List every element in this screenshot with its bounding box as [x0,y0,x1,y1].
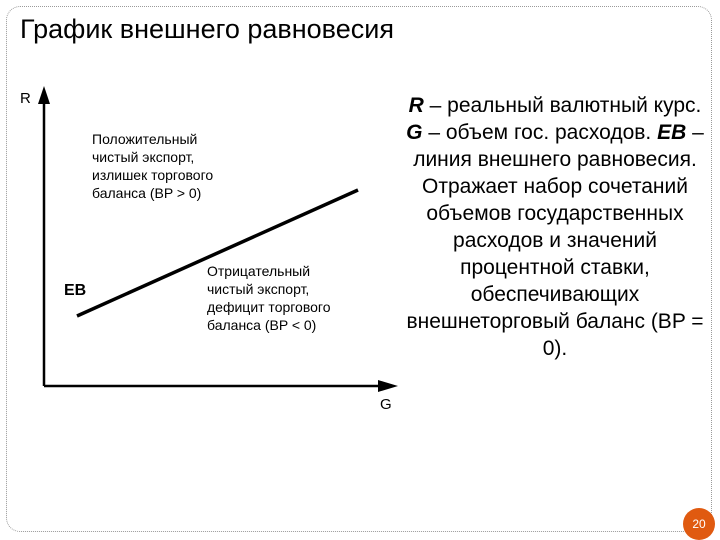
note-line: дефицит торгового [207,299,331,315]
term-g: G [406,121,423,144]
slide-title: График внешнего равновесия [20,14,394,44]
note-line: Отрицательный [207,263,311,279]
eb-line-label: EB [64,282,87,299]
y-axis-label: R [20,90,31,107]
def-body: Отражает набор сочетаний объемов государственных расходов и значений процентной ставки, обеспечивающих внешнеторговый баланс (BP = 0). [406,175,704,360]
region-above-note [92,130,213,202]
page-number-badge: 20 [683,508,715,540]
def-r: – реальный валютный курс. [423,94,702,117]
note-line: баланса (BP < 0) [207,317,317,333]
term-r: R [408,94,424,117]
term-eb: EB [657,121,687,144]
note-line: излишек торгового [92,167,214,183]
def-eb: – линия внешнего равновесия. [413,121,704,171]
note-line: чистый экспорт, [207,281,310,297]
y-axis-arrow [38,86,50,104]
x-axis-label: G [380,396,392,413]
note-line: баланса (BP > 0) [92,185,202,201]
definition-text [405,92,705,362]
def-g: – объем гос. расходов. [422,121,652,144]
region-below-note [207,262,331,334]
note-line: Положительный [92,131,198,147]
note-line: чистый экспорт, [92,149,195,165]
x-axis-arrow [378,380,398,392]
